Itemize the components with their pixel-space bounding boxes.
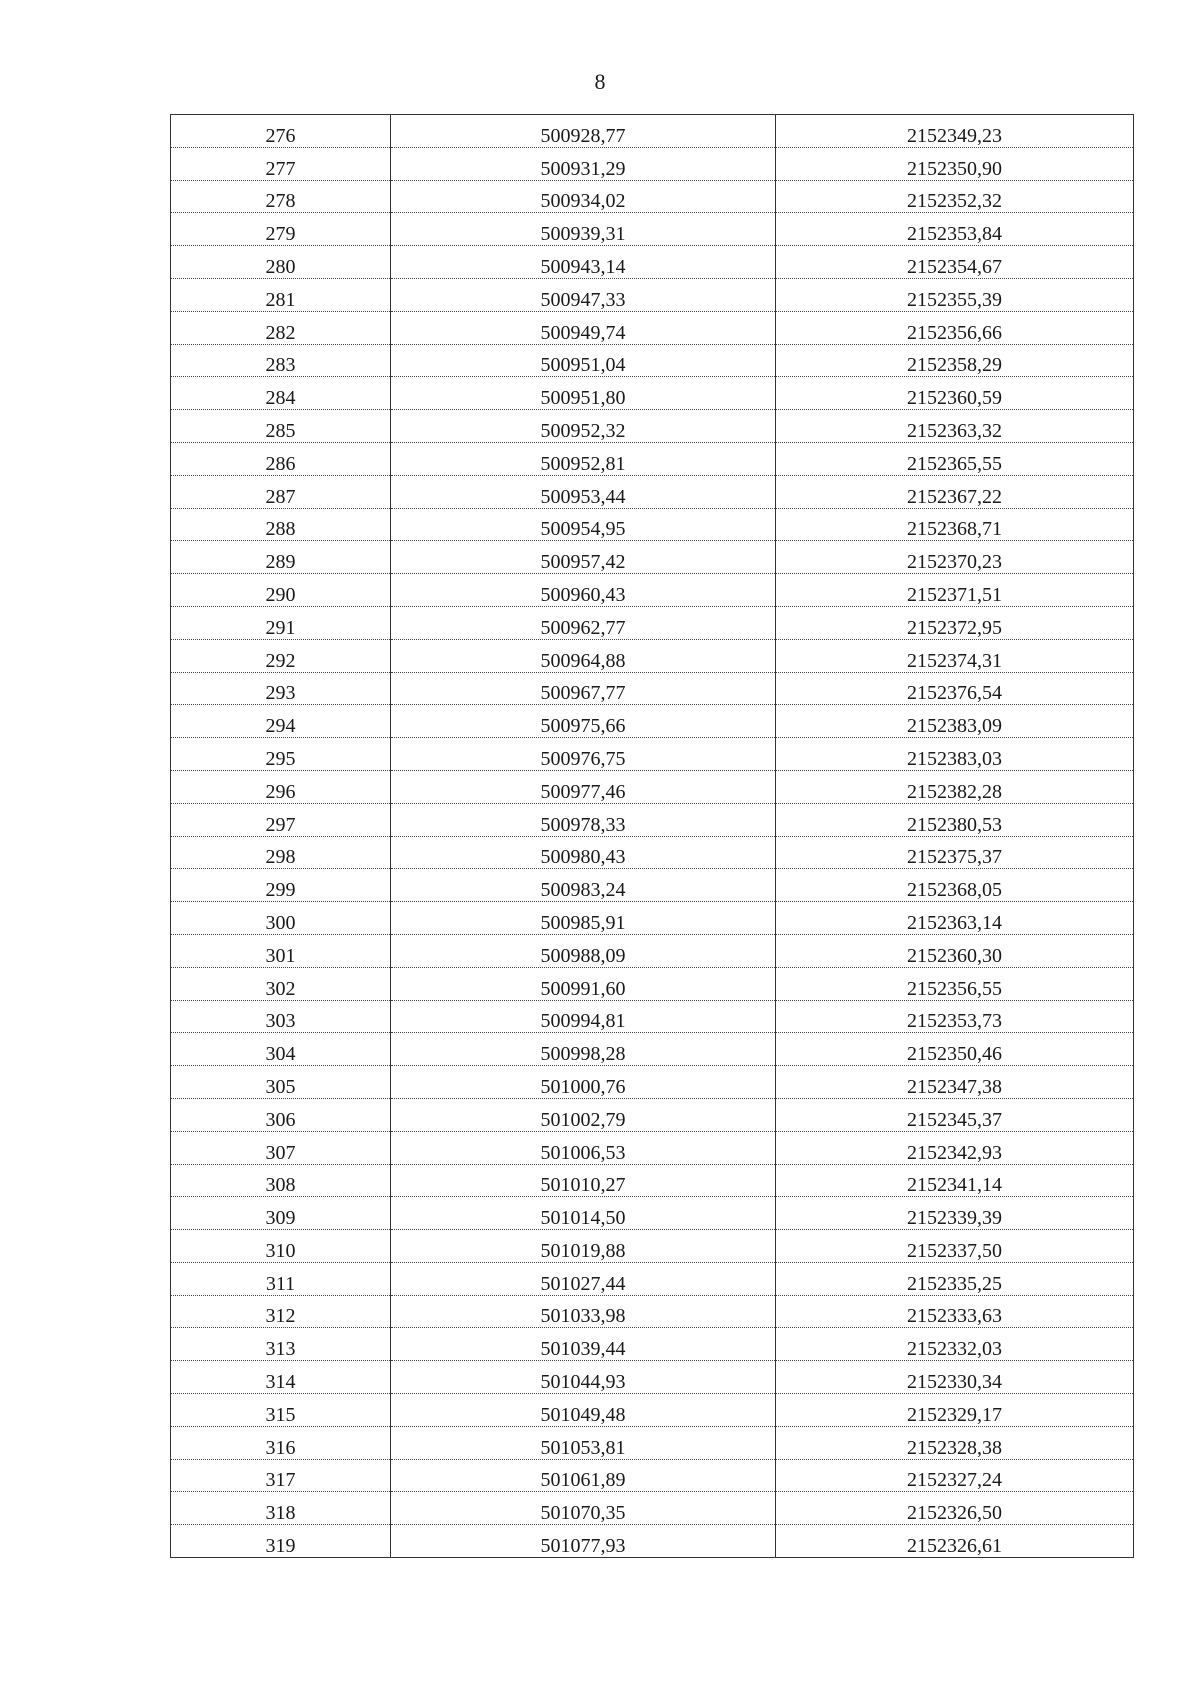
point-number-cell: 286 <box>171 442 391 475</box>
y-coordinate-cell: 2152337,50 <box>776 1230 1134 1263</box>
table-row <box>171 1459 1134 1492</box>
y-coordinate-cell: 2152360,30 <box>776 934 1134 967</box>
point-number-cell: 308 <box>171 1164 391 1197</box>
table-row <box>171 672 1134 705</box>
y-coordinate-cell: 2152367,22 <box>776 475 1134 508</box>
y-coordinate-cell: 2152350,46 <box>776 1033 1134 1066</box>
x-coordinate-cell: 500934,02 <box>391 180 776 213</box>
point-number-cell: 315 <box>171 1394 391 1427</box>
table-row <box>171 1098 1134 1131</box>
point-number-cell: 277 <box>171 147 391 180</box>
table-row <box>171 934 1134 967</box>
x-coordinate-cell: 500952,32 <box>391 410 776 443</box>
point-number-cell: 316 <box>171 1426 391 1459</box>
table-row <box>171 1394 1134 1427</box>
y-coordinate-cell: 2152353,84 <box>776 213 1134 246</box>
point-number-cell: 287 <box>171 475 391 508</box>
x-coordinate-cell: 500975,66 <box>391 705 776 738</box>
y-coordinate-cell: 2152341,14 <box>776 1164 1134 1197</box>
y-coordinate-cell: 2152360,59 <box>776 377 1134 410</box>
point-number-cell: 302 <box>171 967 391 1000</box>
y-coordinate-cell: 2152368,05 <box>776 869 1134 902</box>
y-coordinate-cell: 2152354,67 <box>776 246 1134 279</box>
x-coordinate-cell: 501033,98 <box>391 1295 776 1328</box>
y-coordinate-cell: 2152380,53 <box>776 803 1134 836</box>
table-row <box>171 606 1134 639</box>
x-coordinate-cell: 500943,14 <box>391 246 776 279</box>
table-row <box>171 475 1134 508</box>
point-number-cell: 294 <box>171 705 391 738</box>
y-coordinate-cell: 2152374,31 <box>776 639 1134 672</box>
x-coordinate-cell: 500954,95 <box>391 508 776 541</box>
table-row <box>171 639 1134 672</box>
point-number-cell: 291 <box>171 606 391 639</box>
point-number-cell: 280 <box>171 246 391 279</box>
y-coordinate-cell: 2152383,03 <box>776 738 1134 771</box>
x-coordinate-cell: 500976,75 <box>391 738 776 771</box>
x-coordinate-cell: 501014,50 <box>391 1197 776 1230</box>
y-coordinate-cell: 2152358,29 <box>776 344 1134 377</box>
point-number-cell: 282 <box>171 311 391 344</box>
y-coordinate-cell: 2152335,25 <box>776 1262 1134 1295</box>
x-coordinate-cell: 500994,81 <box>391 1000 776 1033</box>
y-coordinate-cell: 2152355,39 <box>776 278 1134 311</box>
x-coordinate-cell: 500949,74 <box>391 311 776 344</box>
table-row <box>171 1197 1134 1230</box>
y-coordinate-cell: 2152329,17 <box>776 1394 1134 1427</box>
table-row <box>171 1230 1134 1263</box>
y-coordinate-cell: 2152326,61 <box>776 1525 1134 1558</box>
table-row <box>171 115 1134 148</box>
y-coordinate-cell: 2152339,39 <box>776 1197 1134 1230</box>
y-coordinate-cell: 2152368,71 <box>776 508 1134 541</box>
y-coordinate-cell: 2152345,37 <box>776 1098 1134 1131</box>
point-number-cell: 307 <box>171 1131 391 1164</box>
point-number-cell: 304 <box>171 1033 391 1066</box>
x-coordinate-cell: 501000,76 <box>391 1066 776 1099</box>
point-number-cell: 289 <box>171 541 391 574</box>
x-coordinate-cell: 500985,91 <box>391 902 776 935</box>
x-coordinate-cell: 500952,81 <box>391 442 776 475</box>
point-number-cell: 301 <box>171 934 391 967</box>
y-coordinate-cell: 2152363,32 <box>776 410 1134 443</box>
y-coordinate-cell: 2152353,73 <box>776 1000 1134 1033</box>
table-row <box>171 508 1134 541</box>
y-coordinate-cell: 2152370,23 <box>776 541 1134 574</box>
table-row <box>171 1033 1134 1066</box>
table-row <box>171 967 1134 1000</box>
table-row <box>171 1000 1134 1033</box>
y-coordinate-cell: 2152350,90 <box>776 147 1134 180</box>
y-coordinate-cell: 2152327,24 <box>776 1459 1134 1492</box>
point-number-cell: 306 <box>171 1098 391 1131</box>
table-row <box>171 1492 1134 1525</box>
x-coordinate-cell: 500962,77 <box>391 606 776 639</box>
x-coordinate-cell: 501044,93 <box>391 1361 776 1394</box>
y-coordinate-cell: 2152347,38 <box>776 1066 1134 1099</box>
table-row <box>171 410 1134 443</box>
x-coordinate-cell: 501053,81 <box>391 1426 776 1459</box>
coordinates-table-body <box>171 115 1134 1558</box>
y-coordinate-cell: 2152333,63 <box>776 1295 1134 1328</box>
y-coordinate-cell: 2152328,38 <box>776 1426 1134 1459</box>
point-number-cell: 278 <box>171 180 391 213</box>
point-number-cell: 296 <box>171 770 391 803</box>
y-coordinate-cell: 2152376,54 <box>776 672 1134 705</box>
y-coordinate-cell: 2152326,50 <box>776 1492 1134 1525</box>
point-number-cell: 300 <box>171 902 391 935</box>
table-row <box>171 738 1134 771</box>
x-coordinate-cell: 501006,53 <box>391 1131 776 1164</box>
point-number-cell: 314 <box>171 1361 391 1394</box>
page-number: 8 <box>594 69 606 94</box>
point-number-cell: 313 <box>171 1328 391 1361</box>
x-coordinate-cell: 500967,77 <box>391 672 776 705</box>
x-coordinate-cell: 500998,28 <box>391 1033 776 1066</box>
y-coordinate-cell: 2152375,37 <box>776 836 1134 869</box>
table-row <box>171 770 1134 803</box>
x-coordinate-cell: 500951,04 <box>391 344 776 377</box>
table-row <box>171 1262 1134 1295</box>
table-row <box>171 311 1134 344</box>
table-row <box>171 377 1134 410</box>
x-coordinate-cell: 501010,27 <box>391 1164 776 1197</box>
point-number-cell: 303 <box>171 1000 391 1033</box>
y-coordinate-cell: 2152349,23 <box>776 115 1134 148</box>
x-coordinate-cell: 500988,09 <box>391 934 776 967</box>
table-row <box>171 869 1134 902</box>
point-number-cell: 312 <box>171 1295 391 1328</box>
x-coordinate-cell: 501002,79 <box>391 1098 776 1131</box>
point-number-cell: 295 <box>171 738 391 771</box>
x-coordinate-cell: 501061,89 <box>391 1459 776 1492</box>
x-coordinate-cell: 501039,44 <box>391 1328 776 1361</box>
x-coordinate-cell: 500951,80 <box>391 377 776 410</box>
y-coordinate-cell: 2152342,93 <box>776 1131 1134 1164</box>
x-coordinate-cell: 500931,29 <box>391 147 776 180</box>
table-row <box>171 705 1134 738</box>
point-number-cell: 297 <box>171 803 391 836</box>
x-coordinate-cell: 500928,77 <box>391 115 776 148</box>
point-number-cell: 285 <box>171 410 391 443</box>
table-row <box>171 1361 1134 1394</box>
x-coordinate-cell: 500957,42 <box>391 541 776 574</box>
y-coordinate-cell: 2152356,66 <box>776 311 1134 344</box>
table-row <box>171 541 1134 574</box>
point-number-cell: 293 <box>171 672 391 705</box>
y-coordinate-cell: 2152352,32 <box>776 180 1134 213</box>
point-number-cell: 311 <box>171 1262 391 1295</box>
table-row <box>171 1295 1134 1328</box>
x-coordinate-cell: 500980,43 <box>391 836 776 869</box>
x-coordinate-cell: 501049,48 <box>391 1394 776 1427</box>
coordinates-table <box>170 114 1134 1558</box>
x-coordinate-cell: 500991,60 <box>391 967 776 1000</box>
point-number-cell: 290 <box>171 574 391 607</box>
point-number-cell: 305 <box>171 1066 391 1099</box>
y-coordinate-cell: 2152372,95 <box>776 606 1134 639</box>
table-row <box>171 803 1134 836</box>
table-row <box>171 213 1134 246</box>
y-coordinate-cell: 2152383,09 <box>776 705 1134 738</box>
point-number-cell: 284 <box>171 377 391 410</box>
point-number-cell: 283 <box>171 344 391 377</box>
table-row <box>171 147 1134 180</box>
x-coordinate-cell: 500939,31 <box>391 213 776 246</box>
x-coordinate-cell: 500977,46 <box>391 770 776 803</box>
point-number-cell: 318 <box>171 1492 391 1525</box>
table-row <box>171 278 1134 311</box>
table-row <box>171 344 1134 377</box>
y-coordinate-cell: 2152365,55 <box>776 442 1134 475</box>
table-row <box>171 836 1134 869</box>
point-number-cell: 298 <box>171 836 391 869</box>
point-number-cell: 309 <box>171 1197 391 1230</box>
table-row <box>171 1525 1134 1558</box>
point-number-cell: 317 <box>171 1459 391 1492</box>
y-coordinate-cell: 2152382,28 <box>776 770 1134 803</box>
point-number-cell: 276 <box>171 115 391 148</box>
x-coordinate-cell: 501070,35 <box>391 1492 776 1525</box>
y-coordinate-cell: 2152371,51 <box>776 574 1134 607</box>
point-number-cell: 292 <box>171 639 391 672</box>
table-row <box>171 180 1134 213</box>
x-coordinate-cell: 501077,93 <box>391 1525 776 1558</box>
point-number-cell: 319 <box>171 1525 391 1558</box>
x-coordinate-cell: 501019,88 <box>391 1230 776 1263</box>
x-coordinate-cell: 500947,33 <box>391 278 776 311</box>
x-coordinate-cell: 500978,33 <box>391 803 776 836</box>
table-row <box>171 246 1134 279</box>
table-row <box>171 1066 1134 1099</box>
x-coordinate-cell: 500964,88 <box>391 639 776 672</box>
x-coordinate-cell: 500960,43 <box>391 574 776 607</box>
y-coordinate-cell: 2152332,03 <box>776 1328 1134 1361</box>
table-row <box>171 574 1134 607</box>
table-row <box>171 442 1134 475</box>
table-row <box>171 1164 1134 1197</box>
y-coordinate-cell: 2152356,55 <box>776 967 1134 1000</box>
table-row <box>171 1131 1134 1164</box>
y-coordinate-cell: 2152363,14 <box>776 902 1134 935</box>
table-row <box>171 1328 1134 1361</box>
x-coordinate-cell: 501027,44 <box>391 1262 776 1295</box>
x-coordinate-cell: 500983,24 <box>391 869 776 902</box>
point-number-cell: 299 <box>171 869 391 902</box>
point-number-cell: 279 <box>171 213 391 246</box>
point-number-cell: 288 <box>171 508 391 541</box>
table-row <box>171 902 1134 935</box>
table-row <box>171 1426 1134 1459</box>
x-coordinate-cell: 500953,44 <box>391 475 776 508</box>
point-number-cell: 281 <box>171 278 391 311</box>
y-coordinate-cell: 2152330,34 <box>776 1361 1134 1394</box>
point-number-cell: 310 <box>171 1230 391 1263</box>
